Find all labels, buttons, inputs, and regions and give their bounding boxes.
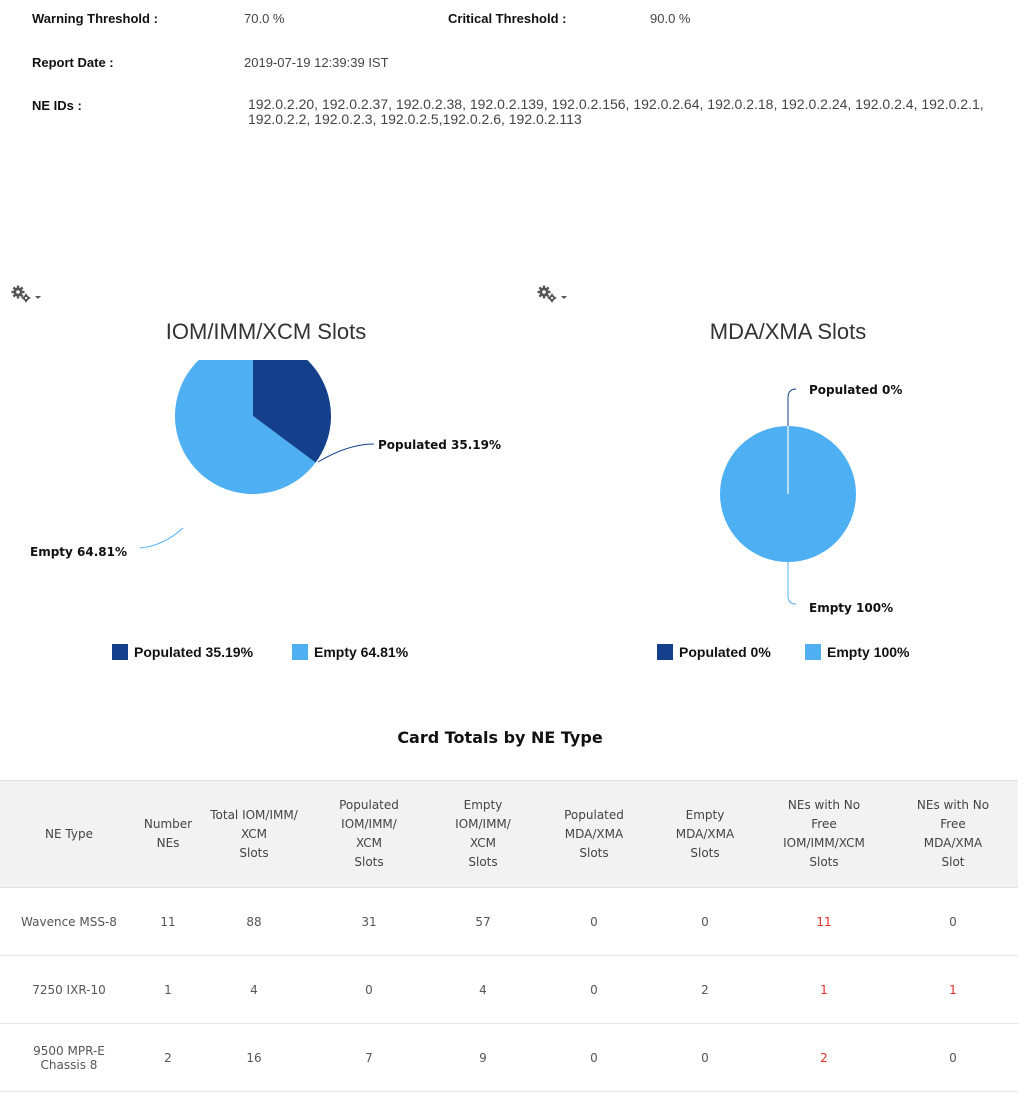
legend-swatch-populated bbox=[112, 644, 128, 660]
legend-item-populated[interactable] bbox=[657, 644, 771, 660]
legend-label: Empty 64.81% bbox=[314, 644, 409, 660]
table-cell: 0 bbox=[888, 888, 1018, 956]
column-header-line: Populated bbox=[339, 798, 399, 812]
gears-icon bbox=[536, 284, 570, 304]
legend-label: Empty 100% bbox=[827, 644, 910, 660]
column-header-line: Populated bbox=[564, 807, 624, 822]
warning-threshold-label: Warning Threshold : bbox=[32, 11, 158, 26]
table-row[interactable] bbox=[0, 888, 1018, 956]
column-header-line: XCM bbox=[355, 836, 383, 850]
table-cell: 1 bbox=[138, 956, 198, 1024]
legend-item-empty[interactable] bbox=[805, 644, 909, 660]
column-header-line: MDA/XMA bbox=[675, 826, 735, 841]
table-cell: 0 bbox=[650, 1024, 760, 1092]
legend-item-empty[interactable] bbox=[292, 644, 408, 660]
ne-type-cell bbox=[0, 956, 138, 1024]
column-header-line: Slots bbox=[579, 845, 609, 860]
column-header[interactable] bbox=[760, 781, 888, 888]
empty-leader-line bbox=[788, 562, 796, 604]
ne-type-line: 7250 IXR-10 bbox=[32, 982, 106, 997]
legend-item-populated[interactable] bbox=[112, 644, 253, 660]
iom-pie-chart bbox=[0, 360, 520, 620]
column-header-line: NEs with No bbox=[916, 798, 990, 812]
ne-type-line: 9500 MPR-E bbox=[33, 1043, 105, 1058]
table-cell: 2 bbox=[760, 1024, 888, 1092]
column-header-line: Slots bbox=[239, 845, 269, 860]
column-header[interactable] bbox=[310, 781, 428, 888]
table-cell: 57 bbox=[428, 888, 538, 956]
legend-label: Populated 35.19% bbox=[134, 644, 254, 660]
column-header-line: NE Type bbox=[45, 826, 93, 841]
column-header[interactable] bbox=[538, 781, 650, 888]
column-header-line: Slots bbox=[468, 855, 498, 869]
column-header-line: MDA/XMA bbox=[923, 836, 983, 850]
populated-leader-line bbox=[318, 444, 374, 462]
critical-threshold-label: Critical Threshold : bbox=[448, 11, 567, 26]
gears-icon bbox=[10, 284, 44, 304]
column-header[interactable] bbox=[198, 781, 310, 888]
column-header-line: Free bbox=[940, 817, 966, 831]
table-header-row bbox=[0, 781, 1018, 888]
chart-options-button[interactable] bbox=[10, 284, 44, 304]
chart-title: IOM/IMM/XCM Slots bbox=[165, 319, 367, 344]
column-header[interactable] bbox=[650, 781, 760, 888]
table-cell: 31 bbox=[310, 888, 428, 956]
table-row[interactable] bbox=[0, 1024, 1018, 1092]
table-cell: 9 bbox=[428, 1024, 538, 1092]
critical-threshold-value: 90.0 % bbox=[650, 11, 691, 26]
ne-type-line: Wavence MSS-8 bbox=[21, 914, 117, 929]
column-header-line: Empty bbox=[685, 807, 725, 822]
table-cell: 11 bbox=[138, 888, 198, 956]
table-cell: 1 bbox=[888, 956, 1018, 1024]
ne-ids-label: NE IDs : bbox=[32, 98, 82, 113]
column-header-line: IOM/IMM/ bbox=[455, 817, 511, 831]
table-cell: 16 bbox=[198, 1024, 310, 1092]
column-header-line: IOM/IMM/XCM bbox=[783, 836, 865, 850]
report-date-label: Report Date : bbox=[32, 55, 114, 70]
table-cell: 11 bbox=[760, 888, 888, 956]
warning-threshold-value: 70.0 % bbox=[244, 11, 285, 26]
column-header-line: MDA/XMA bbox=[564, 826, 624, 841]
populated-leader-line bbox=[788, 389, 796, 426]
card-totals-table bbox=[0, 780, 1018, 1092]
table-cell: 0 bbox=[538, 888, 650, 956]
populated-slice-label: Populated 35.19% bbox=[378, 438, 502, 452]
populated-slice-label: Populated 0% bbox=[809, 383, 903, 397]
report-date-value: 2019-07-19 12:39:39 IST bbox=[244, 55, 389, 70]
table-cell: 2 bbox=[138, 1024, 198, 1092]
column-header-line: XCM bbox=[240, 826, 268, 841]
column-header-line: Empty bbox=[463, 798, 503, 812]
column-header-line: Free bbox=[811, 817, 837, 831]
empty-slice-label: Empty 100% bbox=[809, 601, 894, 615]
table-cell: 4 bbox=[428, 956, 538, 1024]
column-header-line: Slot bbox=[941, 855, 965, 869]
table-cell: 1 bbox=[760, 956, 888, 1024]
table-cell: 7 bbox=[310, 1024, 428, 1092]
column-header-line: Total IOM/IMM/ bbox=[210, 807, 298, 822]
ne-type-line: Chassis 8 bbox=[40, 1057, 98, 1072]
legend-label: Populated 0% bbox=[679, 644, 771, 660]
empty-leader-line bbox=[140, 528, 183, 548]
column-header-line: XCM bbox=[469, 836, 497, 850]
mda-pie-chart bbox=[520, 360, 1032, 620]
table-cell: 0 bbox=[888, 1024, 1018, 1092]
column-header-line: Slots bbox=[690, 845, 720, 860]
empty-slice-label: Empty 64.81% bbox=[30, 545, 128, 559]
table-body bbox=[0, 888, 1018, 1092]
legend-swatch-populated bbox=[657, 644, 673, 660]
legend-swatch-empty bbox=[292, 644, 308, 660]
table-cell: 0 bbox=[538, 956, 650, 1024]
table-cell: 4 bbox=[198, 956, 310, 1024]
column-header[interactable] bbox=[138, 781, 198, 888]
legend-swatch-empty bbox=[805, 644, 821, 660]
column-header-line: NEs with No bbox=[787, 798, 861, 812]
table-cell: 0 bbox=[650, 888, 760, 956]
column-header-line: Number bbox=[143, 817, 193, 831]
table-cell: 88 bbox=[198, 888, 310, 956]
column-header-line: Slots bbox=[354, 855, 384, 869]
ne-ids-value: 192.0.2.20, 192.0.2.37, 192.0.2.38, 192.0.2.139, 192.0.2.156, 192.0.2.64, 192.0.2.18, 192.0.2.24, 192.0.2.4, 192.0.2.1, 192.0.2.2, 192.0.2.3, 192.0.2.5,192.0.2.6, 192.0.2.113 bbox=[248, 96, 984, 127]
column-header-line: Slots bbox=[809, 855, 839, 869]
chart-title: MDA/XMA Slots bbox=[709, 319, 867, 344]
ne-type-cell bbox=[0, 1024, 138, 1092]
column-header[interactable] bbox=[0, 781, 138, 888]
chart-options-button[interactable] bbox=[536, 284, 570, 304]
table-cell: 0 bbox=[310, 956, 428, 1024]
table-row[interactable] bbox=[0, 956, 1018, 1024]
column-header[interactable] bbox=[888, 781, 1018, 888]
column-header[interactable] bbox=[428, 781, 538, 888]
column-header-line: NEs bbox=[156, 836, 180, 850]
table-cell: 2 bbox=[650, 956, 760, 1024]
ne-type-cell bbox=[0, 888, 138, 956]
table-cell: 0 bbox=[538, 1024, 650, 1092]
table-title: Card Totals by NE Type bbox=[397, 728, 603, 747]
column-header-line: IOM/IMM/ bbox=[341, 817, 397, 831]
